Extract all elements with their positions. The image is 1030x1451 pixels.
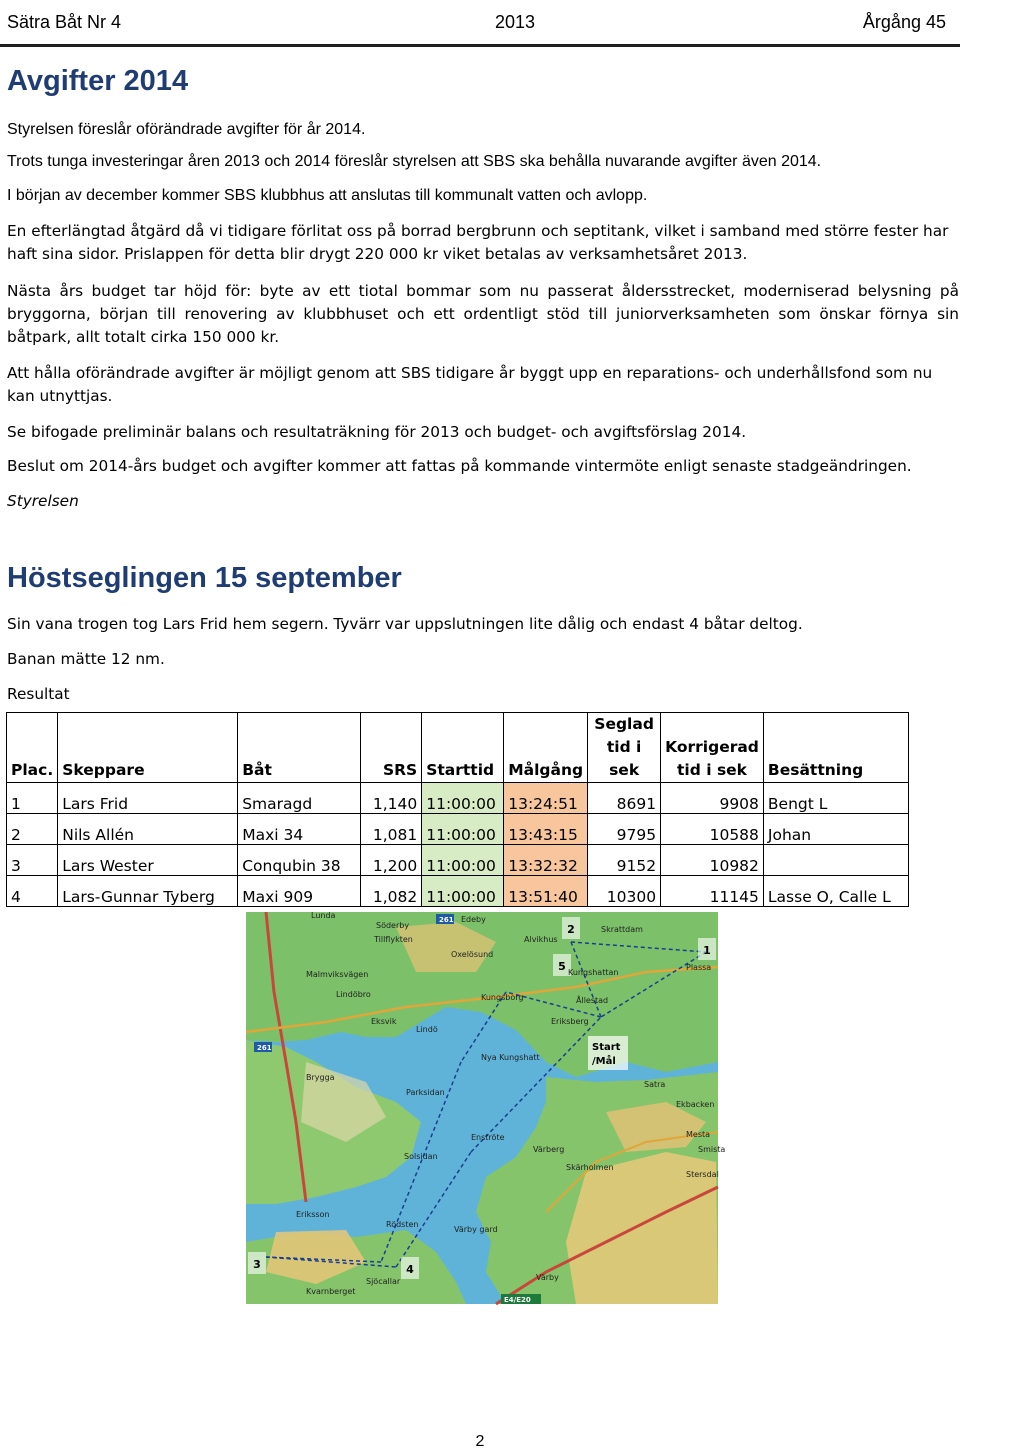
cell-starttid: 11:00:00 [422, 783, 504, 814]
cell-starttid: 11:00:00 [422, 876, 504, 907]
place-label: Nya Kungshatt [481, 1053, 540, 1062]
cell-malgang: 13:24:51 [504, 783, 588, 814]
cell-bat: Conqubin 38 [238, 845, 361, 876]
cell-plac: 2 [7, 814, 58, 845]
table-header-row [7, 713, 909, 783]
place-label: Brygga [306, 1073, 335, 1082]
place-label: Söderby [376, 921, 410, 930]
cell-malgang: 13:43:15 [504, 814, 588, 845]
page-header [0, 0, 960, 47]
place-label: Enströte [471, 1133, 505, 1142]
col-header-skeppare: Skeppare [58, 713, 238, 783]
place-label: Lindö [416, 1025, 438, 1034]
cell-besattning: Bengt L [763, 783, 908, 814]
paragraph: Trots tunga investeringar åren 2013 och 2014 föreslår styrelsen att SBS ska behålla nuvarande avgifter även 2014. [7, 153, 822, 170]
place-label: Skärholmen [566, 1163, 614, 1172]
course-mark-1: 1 [703, 944, 711, 957]
place-label: Eriksson [296, 1210, 330, 1219]
col-header-starttid: Starttid [422, 713, 504, 783]
place-label: Tillflykten [374, 935, 413, 944]
cell-plac: 3 [7, 845, 58, 876]
cell-besattning: Lasse O, Calle L [763, 876, 908, 907]
start-label: Start [592, 1042, 621, 1053]
paragraph: Beslut om 2014-års budget och avgifter kommer att fattas på kommande vintermöte enligt senaste stadgeändringen. [7, 457, 912, 475]
paragraph: Banan mätte 12 nm. [7, 650, 165, 668]
place-label: Satra [644, 1080, 666, 1089]
col-header-korrigerad: Korrigerad tid i sek [661, 713, 764, 783]
paragraph: Se bifogade preliminär balans och resultaträkning för 2013 och budget- och avgiftsförslag 2014. [7, 423, 747, 441]
col-header-malgang: Målgång [504, 713, 588, 783]
cell-seglad: 10300 [588, 876, 661, 907]
place-label: Värby gard [454, 1225, 498, 1234]
course-mark-2: 2 [567, 923, 575, 936]
paragraph: Nästa års budget tar höjd för: byte av ett tiotal bommar som nu passerat åldersstrecket, moderniserad belysning på bryggorna, början till renovering av klubbhuset och ett ordentligt stöd till juniorverksamheten som önskar förnya sin båtpark, allt totalt cirka 150 000 kr. [7, 282, 959, 346]
table-row [7, 876, 909, 907]
cell-srs: 1,200 [361, 845, 422, 876]
paragraph: Att hålla oförändrade avgifter är möjligt genom att SBS tidigare år byggt upp en reparations- och underhållsfond som nu kan utnyttjas. [7, 364, 933, 405]
cell-starttid: 11:00:00 [422, 845, 504, 876]
place-label: Mesta [686, 1130, 711, 1139]
cell-seglad: 9795 [588, 814, 661, 845]
place-label: Värberg [533, 1145, 565, 1154]
cell-srs: 1,082 [361, 876, 422, 907]
course-mark-5: 5 [558, 960, 566, 973]
cell-srs: 1,140 [361, 783, 422, 814]
place-label: Lunda [311, 911, 336, 920]
cell-skeppare: Lars-Gunnar Tyberg [58, 876, 238, 907]
paragraph: Sin vana trogen tog Lars Frid hem segern. Tyvärr var uppslutningen lite dålig och endast 4 båtar deltog. [7, 615, 803, 633]
place-label: Parksidan [406, 1088, 445, 1097]
header-center: 2013 [494, 12, 536, 32]
place-label: Lindöbro [336, 990, 371, 999]
header-left: Sätra Båt Nr 4 [7, 12, 122, 32]
place-label: Solsidan [404, 1152, 438, 1161]
table-row [7, 783, 909, 814]
place-label: Rödsten [386, 1220, 419, 1229]
place-label: Malmviksvägen [306, 970, 369, 979]
col-header-besattning: Besättning [763, 713, 908, 783]
paragraph: En efterlängtad åtgärd då vi tidigare förlitat oss på borrad bergbrunn och septitank, vilket i samband med större fester har haft sina sidor. Prislappen för detta blir drygt 220 000 kr viket betalas av verksamhetsåret 2013. [7, 222, 949, 263]
col-header-bat: Båt [238, 713, 361, 783]
page-number: 2 [475, 1433, 485, 1450]
place-label: Edeby [461, 915, 486, 924]
cell-srs: 1,081 [361, 814, 422, 845]
place-label: Eriksberg [551, 1017, 589, 1026]
cell-korrigerad: 10982 [661, 845, 764, 876]
cell-korrigerad: 11145 [661, 876, 764, 907]
place-label: Kvarnberget [306, 1287, 356, 1296]
col-header-srs: SRS [361, 713, 422, 783]
col-header-plac: Plac. [7, 713, 58, 783]
place-label: Ållestad [576, 996, 609, 1005]
cell-seglad: 8691 [588, 783, 661, 814]
place-label: Ekbacken [676, 1100, 715, 1109]
place-label: Skrattdam [601, 925, 643, 934]
place-label: Kungshattan [568, 968, 619, 977]
cell-besattning: Johan [763, 814, 908, 845]
signature: Styrelsen [7, 492, 79, 510]
cell-seglad: 9152 [588, 845, 661, 876]
header-right: Årgång 45 [862, 12, 946, 32]
place-label: Smista [698, 1145, 726, 1154]
race-course-map [246, 911, 726, 1304]
cell-malgang: 13:51:40 [504, 876, 588, 907]
place-label: Sjöcallar [366, 1277, 401, 1286]
place-label: Stersdal [686, 1170, 719, 1179]
section-title-hostseglingen: Höstseglingen 15 september [7, 562, 402, 594]
cell-bat: Smaragd [238, 783, 361, 814]
cell-plac: 1 [7, 783, 58, 814]
place-label: Värby [536, 1273, 559, 1282]
table-row [7, 845, 909, 876]
road-shield: 261 [257, 1044, 272, 1052]
cell-plac: 4 [7, 876, 58, 907]
cell-besattning [763, 845, 908, 876]
course-mark-3: 3 [253, 1258, 261, 1271]
cell-korrigerad: 9908 [661, 783, 764, 814]
paragraph: Resultat [7, 685, 70, 703]
place-label: Eksvik [371, 1017, 397, 1026]
paragraph: I början av december kommer SBS klubbhus att anslutas till kommunalt vatten och avlopp. [7, 187, 648, 204]
place-label: Kungsborg [481, 993, 524, 1002]
place-label: Alvikhus [524, 935, 558, 944]
cell-starttid: 11:00:00 [422, 814, 504, 845]
cell-malgang: 13:32:32 [504, 845, 588, 876]
paragraph: Styrelsen föreslår oförändrade avgifter för år 2014. [7, 121, 366, 138]
road-shield: 261 [439, 916, 454, 924]
cell-bat: Maxi 909 [238, 876, 361, 907]
cell-skeppare: Lars Wester [58, 845, 238, 876]
place-label: Oxelösund [451, 950, 494, 959]
col-header-seglad: Seglad tid i sek [588, 713, 661, 783]
road-shield: E4/E20 [504, 1296, 531, 1304]
place-label: Plassa [686, 963, 712, 972]
cell-skeppare: Nils Allén [58, 814, 238, 845]
course-mark-4: 4 [406, 1263, 414, 1276]
cell-korrigerad: 10588 [661, 814, 764, 845]
table-row [7, 814, 909, 845]
cell-skeppare: Lars Frid [58, 783, 238, 814]
cell-bat: Maxi 34 [238, 814, 361, 845]
results-table [6, 712, 909, 907]
finish-label: /Mål [592, 1056, 616, 1067]
section-title-avgifter: Avgifter 2014 [7, 65, 189, 97]
